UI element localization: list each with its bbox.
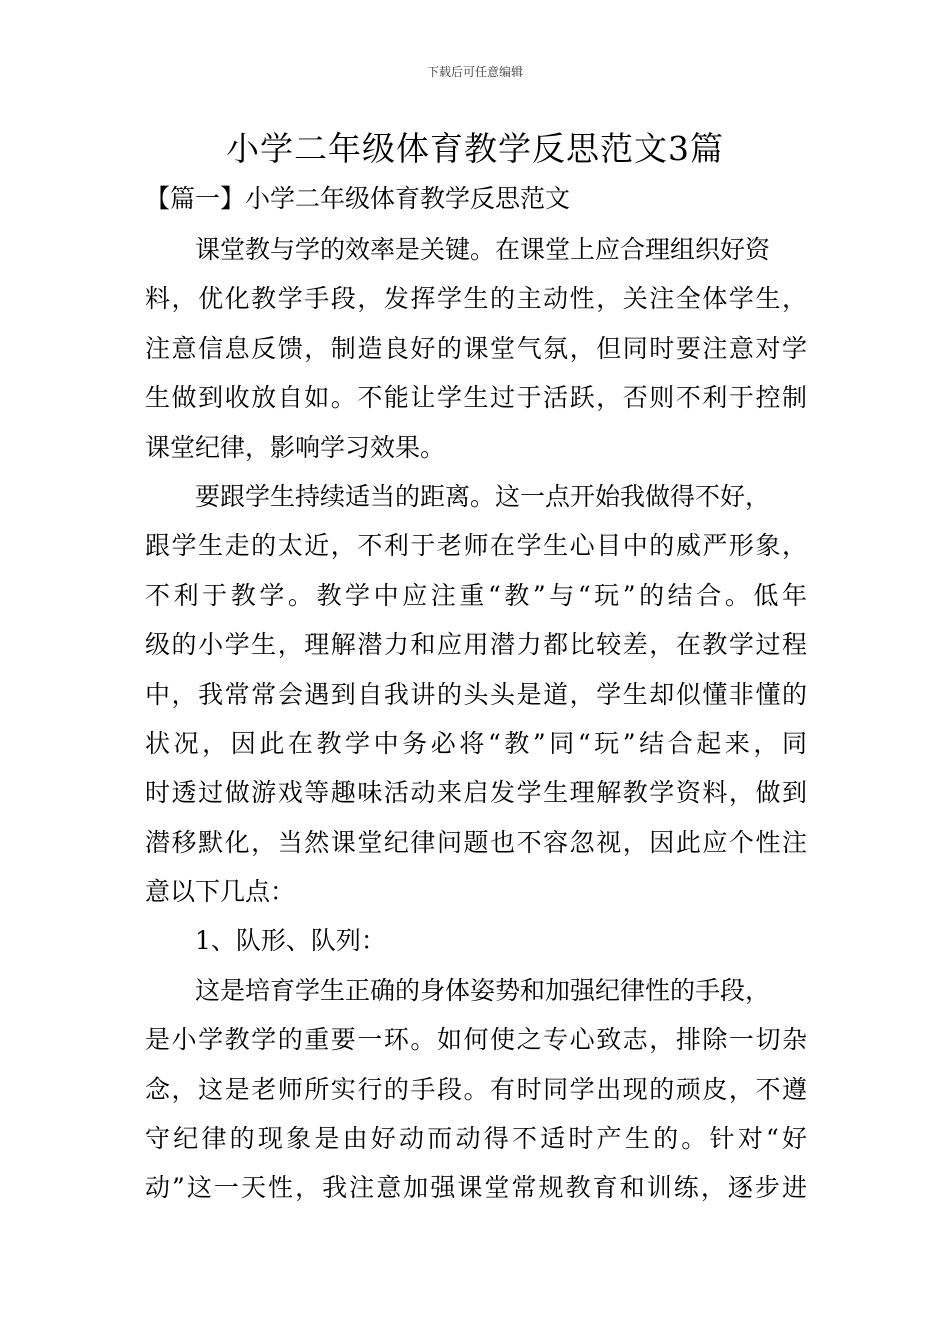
document-title: 小学二年级体育教学反思范文3篇 bbox=[226, 129, 724, 168]
text-line: 要跟学生持续适当的距离。这一点开始我做得不好， bbox=[195, 481, 771, 511]
text-line: 守纪律的现象是由好动而动得不适时产生的。针对“好 bbox=[145, 1124, 807, 1154]
body-text bbox=[145, 225, 807, 1213]
header-note: 下载后可任意编辑 bbox=[426, 65, 523, 79]
text-line: 注意信息反馈，制造良好的课堂气氛，但同时要注意对学 bbox=[145, 333, 807, 363]
text-line: 时透过做游戏等趣味活动来启发学生理解教学资料，做到 bbox=[145, 778, 807, 808]
text-line: 状况，因此在教学中务必将“教”同“玩”结合起来，同 bbox=[145, 728, 807, 758]
text-line: 课堂教与学的效率是关键。在课堂上应合理组织好资 bbox=[195, 235, 771, 264]
text-line: 1、队形、队列： bbox=[195, 926, 386, 956]
text-line: 意以下几点： bbox=[145, 877, 296, 907]
text-line: 念，这是老师所实行的手段。有时同学出现的顽皮，不遵 bbox=[145, 1074, 807, 1104]
text-line: 不利于教学。教学中应注重“教”与“玩”的结合。低年 bbox=[145, 580, 807, 610]
text-line: 中，我常常会遇到自我讲的头头是道，学生却似懂非懂的 bbox=[145, 679, 807, 709]
text-line: 级的小学生，理解潜力和应用潜力都比较差，在教学过程 bbox=[145, 630, 807, 660]
text-line: 是小学教学的重要一环。如何使之专心致志，排除一切杂 bbox=[145, 1025, 807, 1055]
section-heading: 【篇一】小学二年级体育教学反思范文 bbox=[145, 184, 571, 213]
text-line: 这是培育学生正确的身体姿势和加强纪律性的手段， bbox=[195, 975, 771, 1005]
text-line: 课堂纪律，影响学习效果。 bbox=[145, 432, 446, 462]
text-line: 生做到收放自如。不能让学生过于活跃，否则不利于控制 bbox=[145, 383, 807, 413]
text-line: 动”这一天性，我注意加强课堂常规教育和训练，逐步进 bbox=[145, 1173, 807, 1203]
text-line: 跟学生走的太近，不利于老师在学生心目中的威严形象， bbox=[145, 531, 807, 561]
text-line: 料，优化教学手段，发挥学生的主动性，关注全体学生， bbox=[145, 284, 807, 314]
text-line: 潜移默化，当然课堂纪律问题也不容忽视，因此应个性注 bbox=[145, 827, 807, 857]
